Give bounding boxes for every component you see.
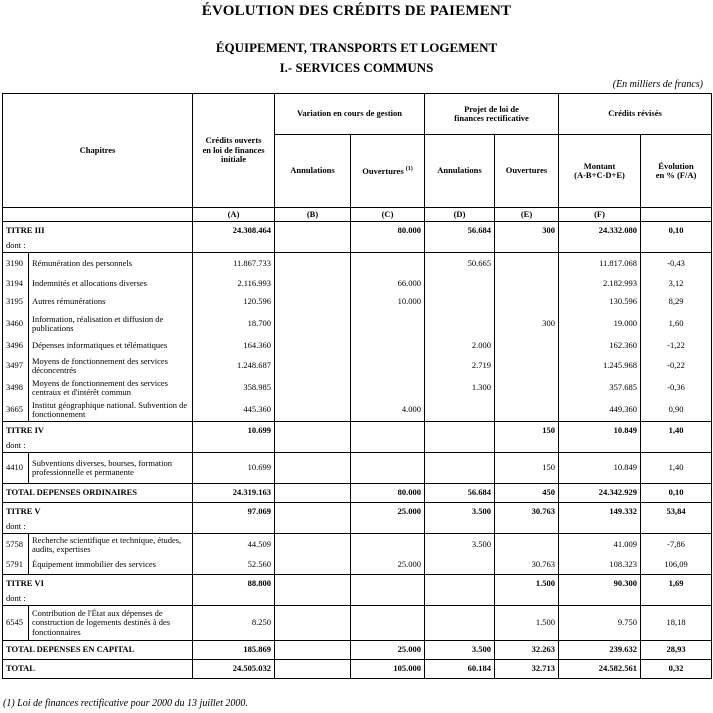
cell-b bbox=[275, 503, 351, 522]
cell-g: 1,69 bbox=[641, 575, 712, 594]
col-letter-d: (D) bbox=[425, 208, 495, 222]
cell-f: 24.582.561 bbox=[559, 660, 641, 679]
cell-f: 24.332.080 bbox=[559, 222, 641, 241]
header-credits-revises: Crédits révisés bbox=[559, 94, 712, 135]
chapter-label: Institut géographique national. Subvention de fonctionnement bbox=[29, 399, 193, 422]
cell-f: 9.750 bbox=[559, 606, 641, 641]
chapter-code: 3460 bbox=[3, 311, 29, 337]
cell-b bbox=[275, 293, 351, 311]
cell-g: 0,32 bbox=[641, 660, 712, 679]
cell-g: 53,84 bbox=[641, 503, 712, 522]
cell-b bbox=[275, 575, 351, 594]
cell-a: 24.505.032 bbox=[193, 660, 275, 679]
header-variation: Variation en cours de gestion bbox=[275, 94, 425, 135]
cell-c: 25.000 bbox=[351, 503, 425, 522]
header-montant bbox=[559, 135, 641, 208]
cell-g: 0,90 bbox=[641, 399, 712, 422]
col-letter-f: (F) bbox=[559, 208, 641, 222]
header-montant-line2: (A-B+C-D+E) bbox=[574, 170, 625, 180]
row-label: TITRE III bbox=[3, 222, 193, 241]
header-projet-line1: Projet de loi de bbox=[464, 103, 519, 114]
cell-a: 24.308.464 bbox=[193, 222, 275, 241]
cell-f: 162.360 bbox=[559, 337, 641, 355]
table-row bbox=[3, 275, 712, 293]
col-letter-g bbox=[641, 208, 712, 222]
cell-g: 8,29 bbox=[641, 293, 712, 311]
col-letter-a: (A) bbox=[193, 208, 275, 222]
row-label: TITRE VI bbox=[3, 575, 193, 594]
table-row bbox=[3, 355, 712, 377]
cell-a: 24.319.163 bbox=[193, 484, 275, 503]
dont-label: dont : bbox=[3, 593, 193, 606]
cell-b bbox=[275, 355, 351, 377]
cell-g: 0,10 bbox=[641, 222, 712, 241]
cell-d: 60.184 bbox=[425, 660, 495, 679]
table-row-titre-vi bbox=[3, 575, 712, 594]
cell-d bbox=[425, 399, 495, 422]
cell-d: 3.500 bbox=[425, 641, 495, 660]
cell-b bbox=[275, 422, 351, 441]
cell-d: 2.719 bbox=[425, 355, 495, 377]
cell-d bbox=[425, 311, 495, 337]
table-row-dont bbox=[3, 440, 712, 453]
header-credits-initiaux bbox=[193, 94, 275, 208]
header-evolution-line1: Évolution bbox=[658, 160, 694, 171]
cell-g: -0,22 bbox=[641, 355, 712, 377]
table-row-total-ordinaires bbox=[3, 484, 712, 503]
col-letter-b: (B) bbox=[275, 208, 351, 222]
dont-label: dont : bbox=[3, 521, 193, 534]
page-subtitle: ÉQUIPEMENT, TRANSPORTS ET LOGEMENT bbox=[215, 40, 498, 55]
cell-b bbox=[275, 534, 351, 557]
chapter-label: Indemnités et allocations diverses bbox=[29, 275, 193, 293]
cell-d: 50.665 bbox=[425, 253, 495, 276]
cell-a: 358.985 bbox=[193, 377, 275, 399]
cell-d bbox=[425, 293, 495, 311]
chapter-code: 3496 bbox=[3, 337, 29, 355]
page-title: ÉVOLUTION DES CRÉDITS DE PAIEMENT bbox=[201, 3, 512, 19]
cell-a: 120.596 bbox=[193, 293, 275, 311]
cell-c: 25.000 bbox=[351, 641, 425, 660]
chapter-code: 4410 bbox=[3, 453, 29, 484]
cell-b bbox=[275, 556, 351, 575]
cell-e: 32.713 bbox=[495, 660, 559, 679]
cell-b bbox=[275, 337, 351, 355]
table-row bbox=[3, 556, 712, 575]
cell-d bbox=[425, 453, 495, 484]
header-ouvertures-c bbox=[351, 135, 425, 208]
header-projet-line2: finances rectificative bbox=[454, 113, 529, 123]
table-row bbox=[3, 293, 712, 311]
table-row bbox=[3, 534, 712, 557]
cell-f: 239.632 bbox=[559, 641, 641, 660]
cell-g: 0,10 bbox=[641, 484, 712, 503]
chapter-label: Moyens de fonctionnement des services centraux et d'intérêt commun bbox=[29, 377, 193, 399]
cell-d: 56.684 bbox=[425, 222, 495, 241]
cell-c: 10.000 bbox=[351, 293, 425, 311]
cell-e: 32.263 bbox=[495, 641, 559, 660]
cell-d bbox=[425, 556, 495, 575]
row-label: TITRE IV bbox=[3, 422, 193, 441]
cell-c: 25.000 bbox=[351, 556, 425, 575]
cell-b bbox=[275, 377, 351, 399]
cell-c bbox=[351, 534, 425, 557]
col-letter-e: (E) bbox=[495, 208, 559, 222]
chapter-code: 3498 bbox=[3, 377, 29, 399]
footnote: (1) Loi de finances rectificative pour 2000 du 13 juillet 2000. bbox=[3, 698, 248, 709]
cell-d: 1.300 bbox=[425, 377, 495, 399]
cell-b bbox=[275, 222, 351, 241]
cell-c bbox=[351, 355, 425, 377]
dont-label: dont : bbox=[3, 440, 193, 453]
cell-e: 1.500 bbox=[495, 606, 559, 641]
cell-g: 3,12 bbox=[641, 275, 712, 293]
cell-f: 24.342.929 bbox=[559, 484, 641, 503]
units-note: (En milliers de francs) bbox=[612, 79, 703, 90]
cell-c: 105.000 bbox=[351, 660, 425, 679]
cell-e: 450 bbox=[495, 484, 559, 503]
header-projet bbox=[425, 94, 559, 135]
cell-e bbox=[495, 355, 559, 377]
row-label: TOTAL DEPENSES ORDINAIRES bbox=[3, 484, 193, 503]
cell-c: 80.000 bbox=[351, 222, 425, 241]
cell-a: 8.250 bbox=[193, 606, 275, 641]
cell-g: -0,43 bbox=[641, 253, 712, 276]
cell-b bbox=[275, 311, 351, 337]
cell-a: 18.700 bbox=[193, 311, 275, 337]
cell-b bbox=[275, 606, 351, 641]
cell-e: 150 bbox=[495, 453, 559, 484]
cell-d: 3.500 bbox=[425, 503, 495, 522]
header-annulations-d: Annulations bbox=[425, 135, 495, 208]
cell-g: 106,09 bbox=[641, 556, 712, 575]
chapter-code: 3190 bbox=[3, 253, 29, 276]
cell-f: 2.182.993 bbox=[559, 275, 641, 293]
footnote-marker: (1) bbox=[405, 165, 413, 172]
cell-b bbox=[275, 275, 351, 293]
chapter-label: Équipement immobilier des services bbox=[29, 556, 193, 575]
cell-b bbox=[275, 660, 351, 679]
table-row bbox=[3, 453, 712, 484]
cell-a: 88.800 bbox=[193, 575, 275, 594]
chapter-label: Dépenses informatiques et télématiques bbox=[29, 337, 193, 355]
header-initial-line1: Crédits ouverts bbox=[205, 135, 262, 146]
cell-a: 52.560 bbox=[193, 556, 275, 575]
chapter-label: Subventions diverses, bourses, formation professionnelle et permanente bbox=[29, 453, 193, 484]
chapter-code: 5791 bbox=[3, 556, 29, 575]
chapter-label: Contribution de l'État aux dépenses de construction de logements destinés à des fonctionnaires bbox=[29, 606, 193, 641]
cell-c: 80.000 bbox=[351, 484, 425, 503]
cell-e bbox=[495, 293, 559, 311]
table-row bbox=[3, 337, 712, 355]
table-row bbox=[3, 253, 712, 276]
cell-b bbox=[275, 484, 351, 503]
cell-e: 1.500 bbox=[495, 575, 559, 594]
cell-a: 97.069 bbox=[193, 503, 275, 522]
cell-a: 445.360 bbox=[193, 399, 275, 422]
cell-a: 44.509 bbox=[193, 534, 275, 557]
cell-e: 30.763 bbox=[495, 556, 559, 575]
cell-g: 28,93 bbox=[641, 641, 712, 660]
chapter-code: 3665 bbox=[3, 399, 29, 422]
cell-d: 56.684 bbox=[425, 484, 495, 503]
table-row-total-capital bbox=[3, 641, 712, 660]
header-ouvertures-e: Ouvertures bbox=[495, 135, 559, 208]
table-row bbox=[3, 377, 712, 399]
table-row bbox=[3, 606, 712, 641]
header-evolution bbox=[641, 135, 712, 208]
cell-d: 3.500 bbox=[425, 534, 495, 557]
chapter-label: Moyens de fonctionnement des services déconcentrés bbox=[29, 355, 193, 377]
header-evolution-line2: en % (F/A) bbox=[655, 170, 697, 180]
table-row-dont bbox=[3, 240, 712, 253]
header-letters-blank bbox=[3, 208, 193, 222]
cell-c bbox=[351, 337, 425, 355]
cell-b bbox=[275, 399, 351, 422]
cell-d bbox=[425, 575, 495, 594]
cell-c bbox=[351, 575, 425, 594]
table-row-dont bbox=[3, 593, 712, 606]
cell-e bbox=[495, 337, 559, 355]
chapter-code: 3195 bbox=[3, 293, 29, 311]
cell-g: 1,60 bbox=[641, 311, 712, 337]
col-letter-c: (C) bbox=[351, 208, 425, 222]
cell-a: 164.360 bbox=[193, 337, 275, 355]
cell-e bbox=[495, 534, 559, 557]
header-initial-line3: initiale bbox=[220, 154, 247, 165]
chapter-label: Autres rémunérations bbox=[29, 293, 193, 311]
table-row bbox=[3, 311, 712, 337]
header-initial-line2: en loi de finances bbox=[202, 144, 265, 155]
cell-c: 4.000 bbox=[351, 399, 425, 422]
cell-e bbox=[495, 253, 559, 276]
cell-c bbox=[351, 377, 425, 399]
cell-f: 90.300 bbox=[559, 575, 641, 594]
table-row-dont bbox=[3, 521, 712, 534]
cell-c bbox=[351, 453, 425, 484]
cell-f: 149.332 bbox=[559, 503, 641, 522]
cell-g: -0,36 bbox=[641, 377, 712, 399]
cell-f: 19.000 bbox=[559, 311, 641, 337]
header-montant-line1: Montant bbox=[583, 160, 616, 171]
cell-f: 130.596 bbox=[559, 293, 641, 311]
cell-f: 108.323 bbox=[559, 556, 641, 575]
header-chapitres: Chapitres bbox=[3, 94, 193, 208]
section-title: I.- SERVICES COMMUNS bbox=[279, 60, 434, 75]
cell-e: 300 bbox=[495, 311, 559, 337]
chapter-code: 5758 bbox=[3, 534, 29, 557]
cell-f: 41.009 bbox=[559, 534, 641, 557]
cell-a: 2.116.993 bbox=[193, 275, 275, 293]
table-row-titre-v bbox=[3, 503, 712, 522]
cell-e: 30.763 bbox=[495, 503, 559, 522]
cell-f: 10.849 bbox=[559, 453, 641, 484]
cell-c bbox=[351, 253, 425, 276]
cell-e bbox=[495, 399, 559, 422]
cell-a: 10.699 bbox=[193, 422, 275, 441]
cell-g: 18,18 bbox=[641, 606, 712, 641]
cell-e bbox=[495, 377, 559, 399]
header-annulations-b: Annulations bbox=[275, 135, 351, 208]
cell-e bbox=[495, 275, 559, 293]
row-label: TOTAL bbox=[3, 660, 193, 679]
chapter-label: Information, réalisation et diffusion de publications bbox=[29, 311, 193, 337]
chapter-label: Rémunération des personnels bbox=[29, 253, 193, 276]
cell-a: 185.869 bbox=[193, 641, 275, 660]
cell-c: 66.000 bbox=[351, 275, 425, 293]
cell-e: 300 bbox=[495, 222, 559, 241]
chapter-code: 6545 bbox=[3, 606, 29, 641]
cell-g: 1,40 bbox=[641, 422, 712, 441]
chapter-code: 3497 bbox=[3, 355, 29, 377]
dont-label: dont : bbox=[3, 240, 193, 253]
cell-e: 150 bbox=[495, 422, 559, 441]
cell-b bbox=[275, 453, 351, 484]
cell-g: -7,86 bbox=[641, 534, 712, 557]
table-row-titre-iv bbox=[3, 422, 712, 441]
row-label: TITRE V bbox=[3, 503, 193, 522]
cell-f: 1.245.968 bbox=[559, 355, 641, 377]
cell-f: 10.849 bbox=[559, 422, 641, 441]
cell-c bbox=[351, 422, 425, 441]
chapter-label: Recherche scientifique et technique, études, audits, expertises bbox=[29, 534, 193, 557]
cell-a: 10.699 bbox=[193, 453, 275, 484]
table-row bbox=[3, 399, 712, 422]
credits-table bbox=[2, 93, 712, 679]
cell-d bbox=[425, 275, 495, 293]
cell-b bbox=[275, 253, 351, 276]
cell-a: 1.248.687 bbox=[193, 355, 275, 377]
chapter-code: 3194 bbox=[3, 275, 29, 293]
row-label: TOTAL DEPENSES EN CAPITAL bbox=[3, 641, 193, 660]
cell-d: 2.000 bbox=[425, 337, 495, 355]
table-row-total bbox=[3, 660, 712, 679]
cell-c bbox=[351, 606, 425, 641]
cell-d bbox=[425, 422, 495, 441]
cell-c bbox=[351, 311, 425, 337]
cell-g: 1,40 bbox=[641, 453, 712, 484]
cell-f: 449.360 bbox=[559, 399, 641, 422]
header-ouvertures-c-label: Ouvertures bbox=[362, 165, 404, 176]
cell-g: -1,22 bbox=[641, 337, 712, 355]
cell-d bbox=[425, 606, 495, 641]
cell-b bbox=[275, 641, 351, 660]
cell-a: 11.867.733 bbox=[193, 253, 275, 276]
cell-f: 11.817.068 bbox=[559, 253, 641, 276]
table-row-titre-iii bbox=[3, 222, 712, 241]
cell-f: 357.685 bbox=[559, 377, 641, 399]
